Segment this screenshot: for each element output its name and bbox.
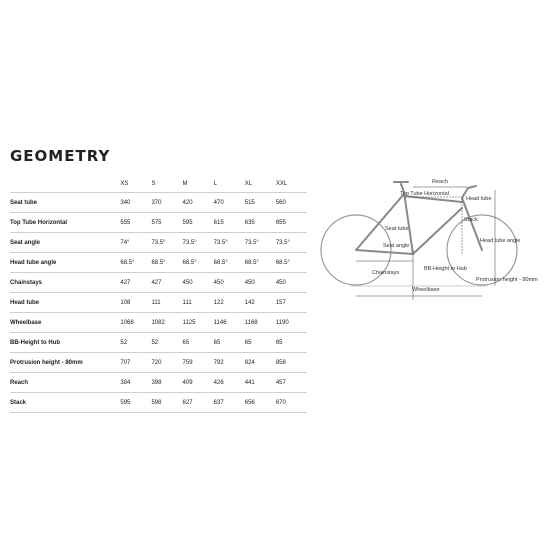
size-header-xs: XS xyxy=(120,180,129,187)
table-cell: 73.5° xyxy=(182,239,197,246)
table-cell: 1190 xyxy=(275,319,289,326)
table-cell: 575 xyxy=(151,219,162,226)
table-cell: 68.5° xyxy=(182,259,197,266)
table-cell: 457 xyxy=(275,379,286,386)
table-row xyxy=(10,213,307,233)
table-cell: 142 xyxy=(244,299,255,306)
table-row xyxy=(10,373,307,393)
table-cell: 450 xyxy=(213,279,224,286)
table-cell: 426 xyxy=(213,379,224,386)
row-label: Head tube xyxy=(10,299,40,306)
table-row xyxy=(10,353,307,373)
row-label: Stack xyxy=(10,399,27,406)
diagram-label-head-tube-angle: Head tube angle xyxy=(480,238,521,244)
diagram-label-wheelbase: Wheelbase xyxy=(412,287,440,293)
table-cell: 68.5° xyxy=(120,259,135,266)
table-cell: 615 xyxy=(213,219,224,226)
size-header-m: M xyxy=(182,180,188,187)
table-cell: 409 xyxy=(182,379,193,386)
table-row xyxy=(10,293,307,313)
table-cell: 637 xyxy=(213,399,224,406)
table-row xyxy=(10,253,307,273)
row-label: Seat tube xyxy=(10,199,38,206)
table-cell: 635 xyxy=(244,219,255,226)
table-cell: 52 xyxy=(120,339,128,346)
table-cell: 65 xyxy=(213,339,221,346)
table-cell: 384 xyxy=(120,379,131,386)
bike-geometry-diagram xyxy=(310,170,540,320)
table-cell: 65 xyxy=(244,339,252,346)
table-cell: 111 xyxy=(151,299,161,306)
table-cell: 68.5° xyxy=(151,259,166,266)
row-label: Head tube angle xyxy=(10,259,57,266)
table-cell: 707 xyxy=(120,359,131,366)
table-row xyxy=(10,233,307,253)
table-cell: 655 xyxy=(275,219,286,226)
table-cell: 450 xyxy=(275,279,286,286)
table-header-spacer xyxy=(10,175,120,193)
size-header-s: S xyxy=(151,180,156,187)
table-cell: 450 xyxy=(182,279,193,286)
diagram-label-stack: Stack xyxy=(464,217,478,223)
table-cell: 420 xyxy=(182,199,193,206)
table-cell: 560 xyxy=(275,199,286,206)
table-cell: 1125 xyxy=(182,319,196,326)
table-cell: 427 xyxy=(151,279,162,286)
table-cell: 515 xyxy=(244,199,255,206)
row-label: Chainstays xyxy=(10,279,43,286)
table-cell: 427 xyxy=(120,279,131,286)
table-cell: 759 xyxy=(182,359,193,366)
table-cell: 65 xyxy=(182,339,190,346)
geometry-table xyxy=(10,175,307,413)
diagram-label-bb-height: BB-Height to Hub xyxy=(424,266,467,272)
table-row xyxy=(10,393,307,413)
diagram-label-head-tube: Head tube xyxy=(466,196,492,202)
table-cell: 65 xyxy=(275,339,283,346)
page-title: GEOMETRY xyxy=(10,147,111,165)
table-row xyxy=(10,193,307,213)
table-cell: 157 xyxy=(275,299,286,306)
size-header-l: L xyxy=(213,180,217,187)
table-row xyxy=(10,333,307,353)
table-cell: 470 xyxy=(213,199,224,206)
table-cell: 68.5° xyxy=(213,259,228,266)
diagram-label-seat-tube: Seat tube xyxy=(385,226,409,232)
table-cell: 656 xyxy=(244,399,255,406)
table-row xyxy=(10,273,307,293)
table-cell: 598 xyxy=(151,399,162,406)
table-cell: 398 xyxy=(151,379,162,386)
row-label: Protrusion height - 80mm xyxy=(10,359,83,366)
diagram-label-top-tube: Top Tube Horizontal xyxy=(400,191,449,197)
row-label: Seat angle xyxy=(10,239,41,246)
table-cell: 73.5° xyxy=(244,239,259,246)
table-cell: 68.5° xyxy=(275,259,290,266)
table-cell: 108 xyxy=(120,299,131,306)
table-cell: 670 xyxy=(275,399,286,406)
table-cell: 720 xyxy=(151,359,162,366)
table-cell: 555 xyxy=(120,219,131,226)
table-cell: 1146 xyxy=(213,319,227,326)
table-cell: 792 xyxy=(213,359,224,366)
size-header-xl: XL xyxy=(244,180,253,187)
diagram-label-chainstays: Chainstays xyxy=(372,270,400,276)
row-label: Wheelbase xyxy=(10,319,42,326)
table-cell: 441 xyxy=(244,379,255,386)
diagram-label-reach: Reach xyxy=(432,179,448,185)
table-cell: 595 xyxy=(120,399,131,406)
table-cell: 111 xyxy=(182,299,192,306)
table-cell: 627 xyxy=(182,399,193,406)
row-label: Top Tube Horizontal xyxy=(10,219,68,226)
row-label: BB-Height to Hub xyxy=(10,339,60,346)
table-cell: 73.5° xyxy=(275,239,290,246)
table-cell: 52 xyxy=(151,339,159,346)
diagram-label-protrusion: Protrusion height - 80mm xyxy=(476,277,538,283)
table-cell: 1082 xyxy=(151,319,165,326)
table-header-row xyxy=(10,175,307,193)
size-header-xxl: XXL xyxy=(275,180,288,187)
table-cell: 595 xyxy=(182,219,193,226)
table-cell: 74° xyxy=(120,239,130,246)
table-cell: 122 xyxy=(213,299,224,306)
table-cell: 450 xyxy=(244,279,255,286)
table-row xyxy=(10,313,307,333)
table-cell: 73.5° xyxy=(213,239,228,246)
table-cell: 824 xyxy=(244,359,255,366)
table-cell: 1068 xyxy=(120,319,134,326)
table-cell: 858 xyxy=(275,359,286,366)
row-label: Reach xyxy=(10,379,29,386)
diagram-label-seat-angle: Seat angle xyxy=(383,243,410,249)
table-cell: 340 xyxy=(120,199,131,206)
table-cell: 370 xyxy=(151,199,162,206)
table-cell: 1168 xyxy=(244,319,258,326)
table-cell: 73.5° xyxy=(151,239,166,246)
table-cell: 68.5° xyxy=(244,259,259,266)
